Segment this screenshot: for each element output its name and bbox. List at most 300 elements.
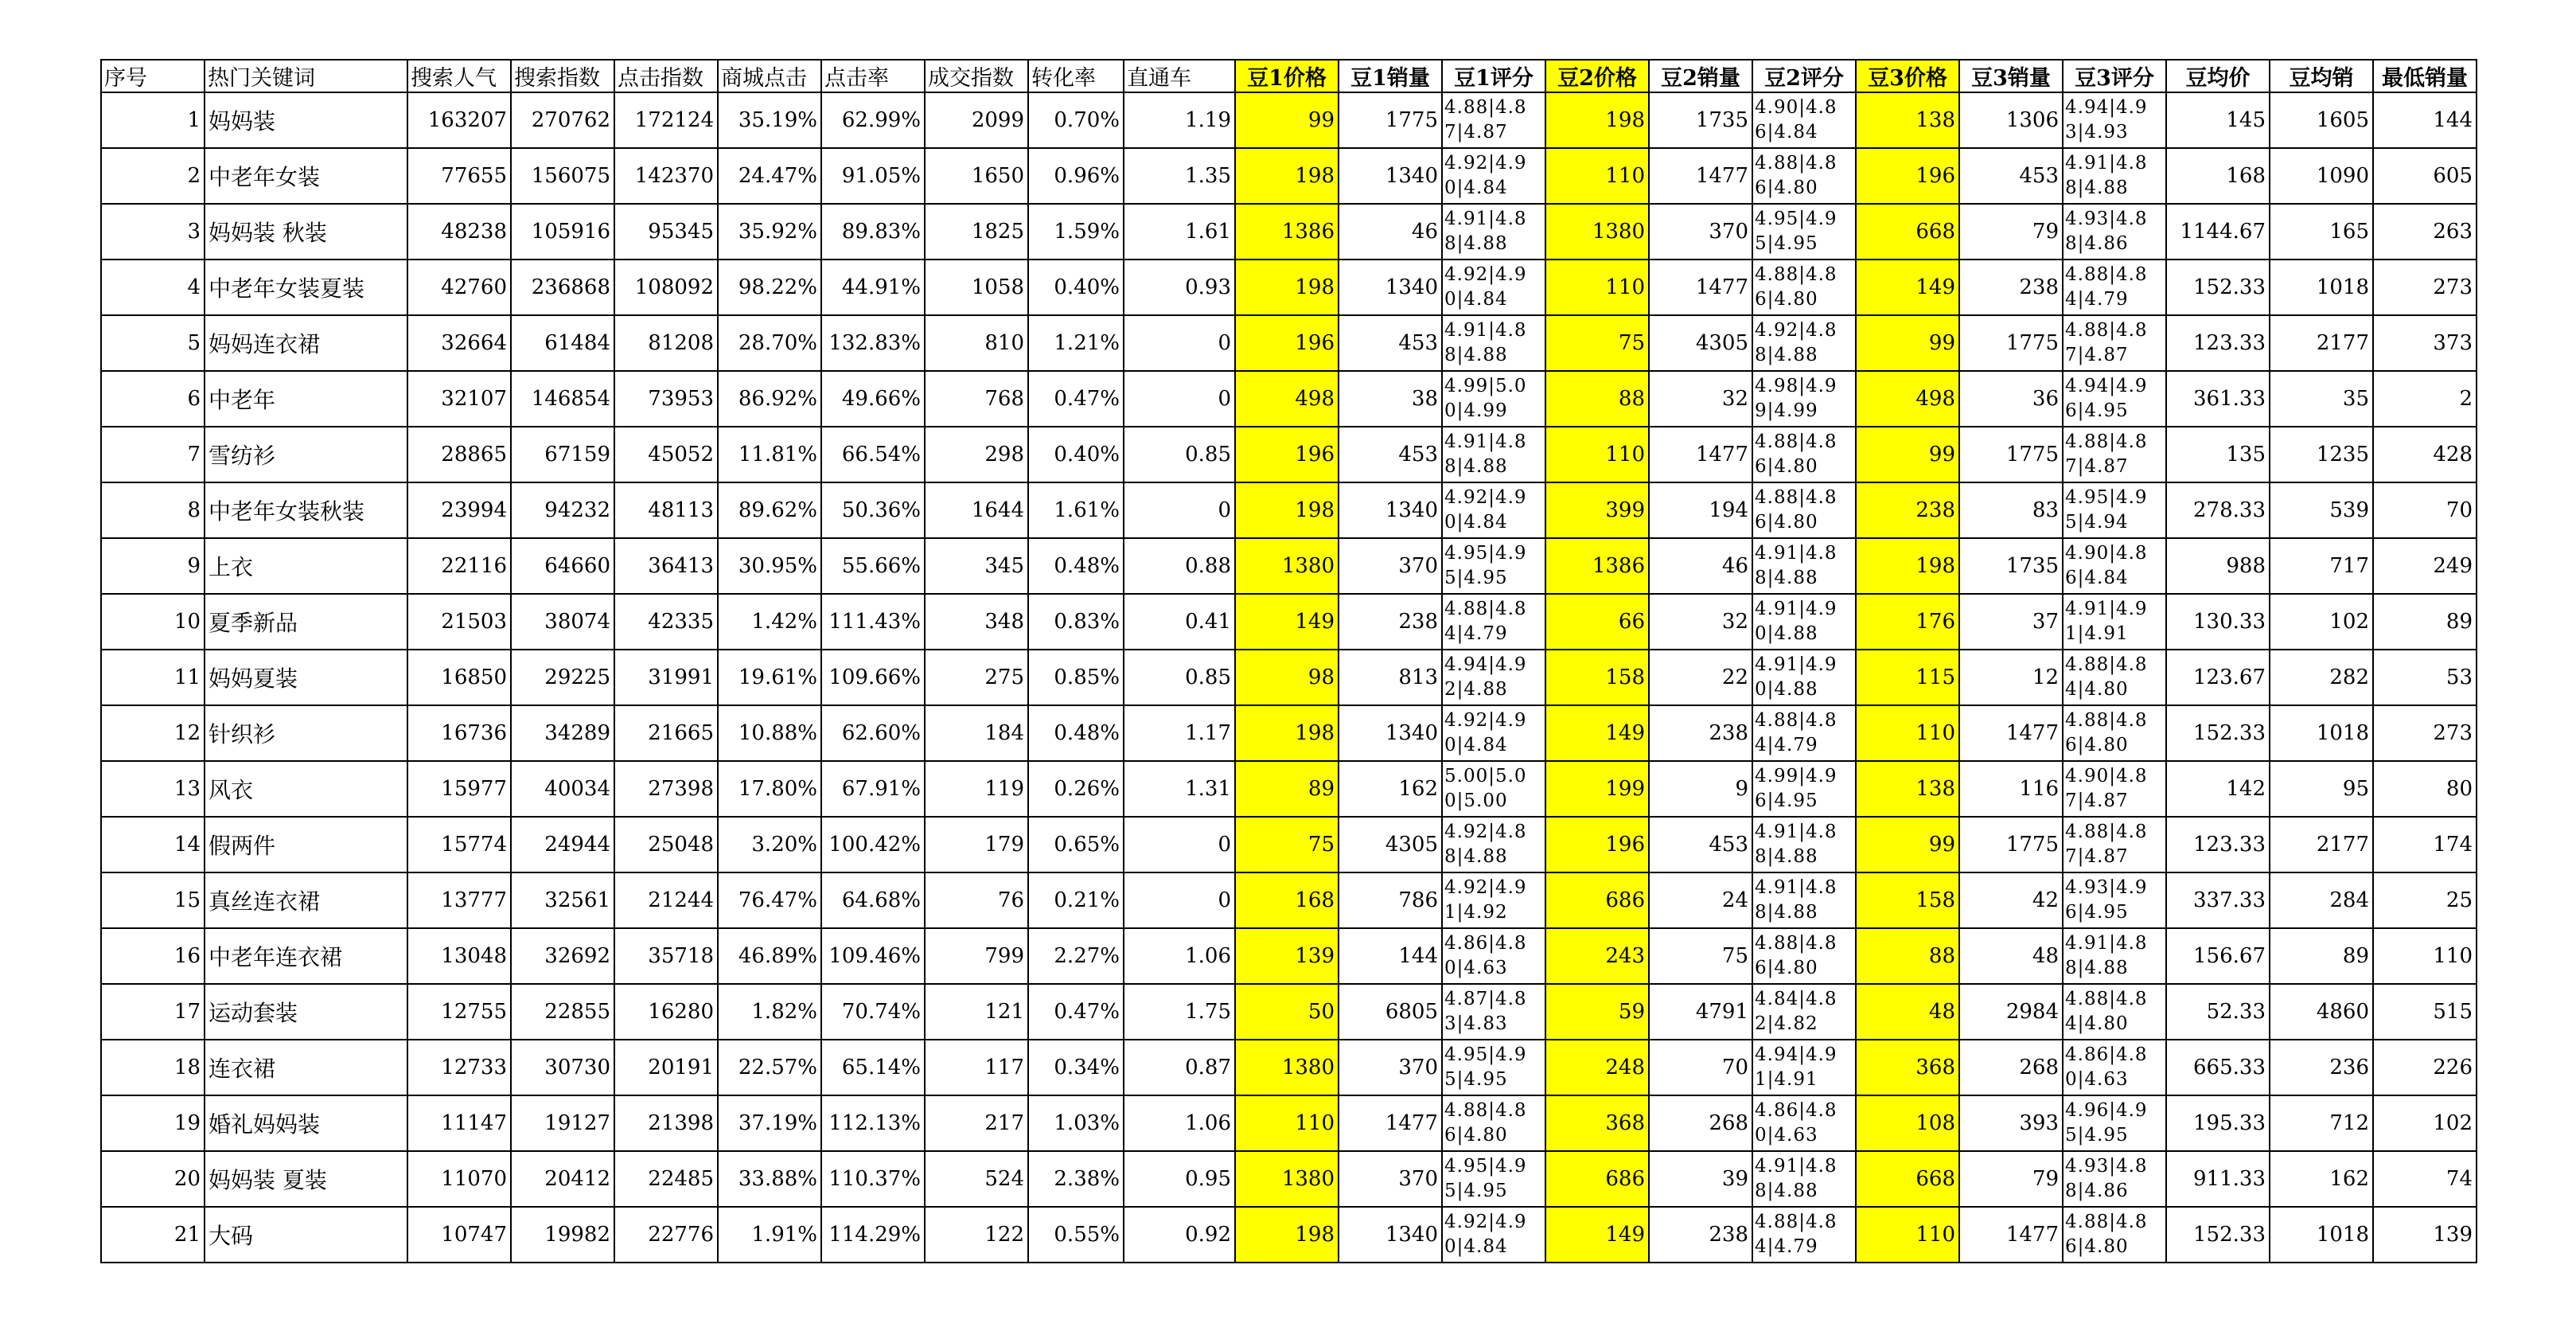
item3-rating-cell: 4.93|4.9 6|4.95: [2063, 872, 2166, 928]
ztc-cell: 1.17: [1124, 705, 1235, 761]
item3-sales-cell: 12: [1959, 650, 2063, 705]
min-sales-cell: 70: [2373, 482, 2477, 538]
header-deal-index: 成交指数: [925, 60, 1028, 92]
table-row: [101, 260, 2477, 315]
ztc-cell: 0.95: [1124, 1151, 1235, 1207]
item3-price-cell: 238: [1856, 482, 1959, 538]
search-index-cell: 32692: [511, 928, 614, 984]
conversion-rate-cell: 1.03%: [1028, 1095, 1124, 1151]
item1-price-cell: 1380: [1235, 538, 1339, 594]
item1-sales-cell: 46: [1339, 204, 1442, 260]
click-rate-cell: 112.13%: [821, 1095, 925, 1151]
item2-rating-cell: 4.91|4.9 0|4.88: [1752, 594, 1856, 650]
table-row: [101, 761, 2477, 817]
mall-click-cell: 17.80%: [718, 761, 821, 817]
avg-price-cell: 665.33: [2166, 1040, 2270, 1095]
keyword-cell: 针织衫: [205, 705, 407, 761]
item1-price-cell: 198: [1235, 148, 1339, 204]
deal-index-cell: 768: [925, 371, 1028, 427]
item3-sales-cell: 1775: [1959, 315, 2063, 371]
item2-price-cell: 75: [1545, 315, 1649, 371]
item2-price-cell: 243: [1545, 928, 1649, 984]
item3-price-cell: 198: [1856, 538, 1959, 594]
min-sales-cell: 110: [2373, 928, 2477, 984]
keyword-cell: 妈妈夏装: [205, 650, 407, 705]
click-index-cell: 25048: [614, 817, 718, 872]
index-cell: 4: [101, 260, 205, 315]
item1-sales-cell: 813: [1339, 650, 1442, 705]
item3-price-cell: 668: [1856, 1151, 1959, 1207]
item1-rating-cell: 4.88|4.8 6|4.80: [1442, 1095, 1545, 1151]
mall-click-cell: 46.89%: [718, 928, 821, 984]
item1-rating-cell: 4.99|5.0 0|4.99: [1442, 371, 1545, 427]
item3-rating-cell: 4.96|4.9 5|4.95: [2063, 1095, 2166, 1151]
header-click-index: 点击指数: [614, 60, 718, 92]
min-sales-cell: 74: [2373, 1151, 2477, 1207]
item3-price-cell: 110: [1856, 1207, 1959, 1263]
item3-rating-cell: 4.88|4.8 7|4.87: [2063, 817, 2166, 872]
mall-click-cell: 22.57%: [718, 1040, 821, 1095]
item2-sales-cell: 238: [1649, 705, 1752, 761]
keyword-cell: 婚礼妈妈装: [205, 1095, 407, 1151]
index-cell: 20: [101, 1151, 205, 1207]
item3-sales-cell: 1477: [1959, 705, 2063, 761]
item1-price-cell: 198: [1235, 1207, 1339, 1263]
keyword-cell: 运动套装: [205, 984, 407, 1040]
ztc-cell: 0.85: [1124, 427, 1235, 482]
index-cell: 3: [101, 204, 205, 260]
item3-price-cell: 368: [1856, 1040, 1959, 1095]
deal-index-cell: 298: [925, 427, 1028, 482]
click-index-cell: 95345: [614, 204, 718, 260]
item2-price-cell: 158: [1545, 650, 1649, 705]
click-index-cell: 81208: [614, 315, 718, 371]
search-popularity-cell: 12733: [407, 1040, 511, 1095]
avg-sales-cell: 712: [2270, 1095, 2373, 1151]
search-index-cell: 40034: [511, 761, 614, 817]
avg-price-cell: 130.33: [2166, 594, 2270, 650]
search-index-cell: 22855: [511, 984, 614, 1040]
min-sales-cell: 89: [2373, 594, 2477, 650]
item2-rating-cell: 4.95|4.9 5|4.95: [1752, 204, 1856, 260]
avg-sales-cell: 1235: [2270, 427, 2373, 482]
search-popularity-cell: 32107: [407, 371, 511, 427]
click-rate-cell: 114.29%: [821, 1207, 925, 1263]
conversion-rate-cell: 0.48%: [1028, 705, 1124, 761]
search-popularity-cell: 48238: [407, 204, 511, 260]
item1-price-cell: 498: [1235, 371, 1339, 427]
item1-sales-cell: 1340: [1339, 260, 1442, 315]
item1-price-cell: 196: [1235, 427, 1339, 482]
item3-sales-cell: 1735: [1959, 538, 2063, 594]
avg-sales-cell: 1605: [2270, 92, 2373, 148]
index-cell: 17: [101, 984, 205, 1040]
item1-price-cell: 1386: [1235, 204, 1339, 260]
click-index-cell: 27398: [614, 761, 718, 817]
item1-rating-cell: 4.92|4.9 0|4.84: [1442, 482, 1545, 538]
avg-sales-cell: 2177: [2270, 315, 2373, 371]
ztc-cell: 0.85: [1124, 650, 1235, 705]
min-sales-cell: 25: [2373, 872, 2477, 928]
keyword-cell: 妈妈连衣裙: [205, 315, 407, 371]
item3-rating-cell: 4.95|4.9 5|4.94: [2063, 482, 2166, 538]
item3-sales-cell: 36: [1959, 371, 2063, 427]
header-item3-rating: 豆3评分: [2063, 60, 2166, 92]
search-index-cell: 19982: [511, 1207, 614, 1263]
search-popularity-cell: 23994: [407, 482, 511, 538]
item3-rating-cell: 4.88|4.8 4|4.79: [2063, 260, 2166, 315]
min-sales-cell: 144: [2373, 92, 2477, 148]
header-item1-rating: 豆1评分: [1442, 60, 1545, 92]
item1-rating-cell: 4.94|4.9 2|4.88: [1442, 650, 1545, 705]
item1-sales-cell: 238: [1339, 594, 1442, 650]
item2-sales-cell: 32: [1649, 594, 1752, 650]
avg-price-cell: 195.33: [2166, 1095, 2270, 1151]
keyword-cell: 妈妈装: [205, 92, 407, 148]
item2-rating-cell: 4.88|4.8 6|4.80: [1752, 482, 1856, 538]
avg-price-cell: 135: [2166, 427, 2270, 482]
click-rate-cell: 67.91%: [821, 761, 925, 817]
mall-click-cell: 10.88%: [718, 705, 821, 761]
table-row: [101, 650, 2477, 705]
item3-price-cell: 99: [1856, 817, 1959, 872]
deal-index-cell: 76: [925, 872, 1028, 928]
table-row: [101, 1040, 2477, 1095]
min-sales-cell: 273: [2373, 260, 2477, 315]
avg-sales-cell: 539: [2270, 482, 2373, 538]
deal-index-cell: 122: [925, 1207, 1028, 1263]
item1-rating-cell: 4.88|4.8 4|4.79: [1442, 594, 1545, 650]
item3-price-cell: 138: [1856, 92, 1959, 148]
table-row: [101, 872, 2477, 928]
item2-sales-cell: 39: [1649, 1151, 1752, 1207]
item2-price-cell: 88: [1545, 371, 1649, 427]
item1-sales-cell: 1477: [1339, 1095, 1442, 1151]
avg-sales-cell: 717: [2270, 538, 2373, 594]
item1-sales-cell: 144: [1339, 928, 1442, 984]
item3-price-cell: 176: [1856, 594, 1959, 650]
mall-click-cell: 1.42%: [718, 594, 821, 650]
deal-index-cell: 184: [925, 705, 1028, 761]
item2-price-cell: 110: [1545, 148, 1649, 204]
item2-sales-cell: 9: [1649, 761, 1752, 817]
item1-rating-cell: 4.88|4.8 7|4.87: [1442, 92, 1545, 148]
index-cell: 7: [101, 427, 205, 482]
item1-price-cell: 50: [1235, 984, 1339, 1040]
item3-price-cell: 149: [1856, 260, 1959, 315]
ztc-cell: 1.06: [1124, 1095, 1235, 1151]
ztc-cell: 1.61: [1124, 204, 1235, 260]
search-index-cell: 146854: [511, 371, 614, 427]
header-avg-price: 豆均价: [2166, 60, 2270, 92]
item3-rating-cell: 4.93|4.8 8|4.86: [2063, 204, 2166, 260]
click-index-cell: 36413: [614, 538, 718, 594]
item2-sales-cell: 70: [1649, 1040, 1752, 1095]
item3-price-cell: 158: [1856, 872, 1959, 928]
click-rate-cell: 109.46%: [821, 928, 925, 984]
conversion-rate-cell: 0.34%: [1028, 1040, 1124, 1095]
search-popularity-cell: 11147: [407, 1095, 511, 1151]
click-index-cell: 48113: [614, 482, 718, 538]
index-cell: 11: [101, 650, 205, 705]
item3-price-cell: 108: [1856, 1095, 1959, 1151]
item3-sales-cell: 453: [1959, 148, 2063, 204]
item1-rating-cell: 4.86|4.8 0|4.63: [1442, 928, 1545, 984]
search-index-cell: 34289: [511, 705, 614, 761]
min-sales-cell: 174: [2373, 817, 2477, 872]
item3-price-cell: 668: [1856, 204, 1959, 260]
table-row: [101, 984, 2477, 1040]
click-index-cell: 22485: [614, 1151, 718, 1207]
ztc-cell: 0.92: [1124, 1207, 1235, 1263]
table-row: [101, 1151, 2477, 1207]
item2-price-cell: 248: [1545, 1040, 1649, 1095]
keyword-cell: 中老年女装夏装: [205, 260, 407, 315]
keyword-cell: 上衣: [205, 538, 407, 594]
mall-click-cell: 86.92%: [718, 371, 821, 427]
item2-sales-cell: 46: [1649, 538, 1752, 594]
item2-sales-cell: 194: [1649, 482, 1752, 538]
item1-price-cell: 139: [1235, 928, 1339, 984]
avg-price-cell: 337.33: [2166, 872, 2270, 928]
click-rate-cell: 49.66%: [821, 371, 925, 427]
conversion-rate-cell: 0.70%: [1028, 92, 1124, 148]
index-cell: 1: [101, 92, 205, 148]
ztc-cell: 1.31: [1124, 761, 1235, 817]
conversion-rate-cell: 1.61%: [1028, 482, 1124, 538]
ztc-cell: 0: [1124, 872, 1235, 928]
index-cell: 6: [101, 371, 205, 427]
item1-sales-cell: 370: [1339, 1151, 1442, 1207]
min-sales-cell: 605: [2373, 148, 2477, 204]
item2-price-cell: 149: [1545, 705, 1649, 761]
item1-price-cell: 196: [1235, 315, 1339, 371]
click-rate-cell: 110.37%: [821, 1151, 925, 1207]
avg-sales-cell: 1018: [2270, 1207, 2373, 1263]
min-sales-cell: 373: [2373, 315, 2477, 371]
mall-click-cell: 76.47%: [718, 872, 821, 928]
click-index-cell: 172124: [614, 92, 718, 148]
item2-rating-cell: 4.88|4.8 4|4.79: [1752, 705, 1856, 761]
item3-sales-cell: 393: [1959, 1095, 2063, 1151]
search-popularity-cell: 11070: [407, 1151, 511, 1207]
item2-price-cell: 110: [1545, 260, 1649, 315]
ztc-cell: 0.87: [1124, 1040, 1235, 1095]
keyword-cell: 假两件: [205, 817, 407, 872]
index-cell: 10: [101, 594, 205, 650]
item1-price-cell: 75: [1235, 817, 1339, 872]
keyword-cell: 妈妈装 秋装: [205, 204, 407, 260]
click-index-cell: 20191: [614, 1040, 718, 1095]
min-sales-cell: 2: [2373, 371, 2477, 427]
avg-sales-cell: 89: [2270, 928, 2373, 984]
mall-click-cell: 19.61%: [718, 650, 821, 705]
item3-sales-cell: 1775: [1959, 427, 2063, 482]
item2-sales-cell: 268: [1649, 1095, 1752, 1151]
deal-index-cell: 1650: [925, 148, 1028, 204]
table-row: [101, 594, 2477, 650]
min-sales-cell: 80: [2373, 761, 2477, 817]
item2-rating-cell: 4.91|4.8 8|4.88: [1752, 538, 1856, 594]
item2-rating-cell: 4.94|4.9 1|4.91: [1752, 1040, 1856, 1095]
item3-price-cell: 99: [1856, 315, 1959, 371]
search-popularity-cell: 32664: [407, 315, 511, 371]
item1-price-cell: 89: [1235, 761, 1339, 817]
ztc-cell: 1.75: [1124, 984, 1235, 1040]
item2-sales-cell: 1477: [1649, 427, 1752, 482]
item2-rating-cell: 4.88|4.8 6|4.80: [1752, 148, 1856, 204]
item1-price-cell: 1380: [1235, 1040, 1339, 1095]
search-popularity-cell: 12755: [407, 984, 511, 1040]
item3-rating-cell: 4.91|4.9 1|4.91: [2063, 594, 2166, 650]
avg-price-cell: 152.33: [2166, 260, 2270, 315]
item2-rating-cell: 4.91|4.9 0|4.88: [1752, 650, 1856, 705]
min-sales-cell: 263: [2373, 204, 2477, 260]
conversion-rate-cell: 0.47%: [1028, 984, 1124, 1040]
index-cell: 21: [101, 1207, 205, 1263]
conversion-rate-cell: 0.40%: [1028, 427, 1124, 482]
item1-price-cell: 110: [1235, 1095, 1339, 1151]
header-item2-rating: 豆2评分: [1752, 60, 1856, 92]
item3-price-cell: 498: [1856, 371, 1959, 427]
avg-sales-cell: 236: [2270, 1040, 2373, 1095]
click-rate-cell: 66.54%: [821, 427, 925, 482]
conversion-rate-cell: 0.48%: [1028, 538, 1124, 594]
deal-index-cell: 524: [925, 1151, 1028, 1207]
item3-rating-cell: 4.94|4.9 6|4.95: [2063, 371, 2166, 427]
item1-rating-cell: 4.91|4.8 8|4.88: [1442, 204, 1545, 260]
click-index-cell: 35718: [614, 928, 718, 984]
item1-rating-cell: 4.91|4.8 8|4.88: [1442, 315, 1545, 371]
avg-price-cell: 1144.67: [2166, 204, 2270, 260]
deal-index-cell: 121: [925, 984, 1028, 1040]
avg-sales-cell: 95: [2270, 761, 2373, 817]
item3-sales-cell: 116: [1959, 761, 2063, 817]
min-sales-cell: 273: [2373, 705, 2477, 761]
conversion-rate-cell: 0.21%: [1028, 872, 1124, 928]
conversion-rate-cell: 0.40%: [1028, 260, 1124, 315]
search-index-cell: 61484: [511, 315, 614, 371]
item1-price-cell: 198: [1235, 260, 1339, 315]
min-sales-cell: 139: [2373, 1207, 2477, 1263]
item3-sales-cell: 42: [1959, 872, 2063, 928]
search-popularity-cell: 28865: [407, 427, 511, 482]
index-cell: 18: [101, 1040, 205, 1095]
item2-sales-cell: 453: [1649, 817, 1752, 872]
item1-rating-cell: 4.91|4.8 8|4.88: [1442, 427, 1545, 482]
item3-rating-cell: 4.93|4.8 8|4.86: [2063, 1151, 2166, 1207]
item3-sales-cell: 79: [1959, 1151, 2063, 1207]
search-index-cell: 67159: [511, 427, 614, 482]
mall-click-cell: 1.91%: [718, 1207, 821, 1263]
min-sales-cell: 226: [2373, 1040, 2477, 1095]
item2-sales-cell: 32: [1649, 371, 1752, 427]
item3-price-cell: 115: [1856, 650, 1959, 705]
item3-rating-cell: 4.88|4.8 6|4.80: [2063, 1207, 2166, 1263]
avg-price-cell: 52.33: [2166, 984, 2270, 1040]
item3-rating-cell: 4.91|4.8 8|4.88: [2063, 148, 2166, 204]
mall-click-cell: 98.22%: [718, 260, 821, 315]
avg-price-cell: 361.33: [2166, 371, 2270, 427]
item3-sales-cell: 1477: [1959, 1207, 2063, 1263]
conversion-rate-cell: 0.83%: [1028, 594, 1124, 650]
search-popularity-cell: 16850: [407, 650, 511, 705]
conversion-rate-cell: 1.21%: [1028, 315, 1124, 371]
item1-sales-cell: 162: [1339, 761, 1442, 817]
item1-sales-cell: 1340: [1339, 482, 1442, 538]
search-index-cell: 20412: [511, 1151, 614, 1207]
avg-sales-cell: 35: [2270, 371, 2373, 427]
search-index-cell: 29225: [511, 650, 614, 705]
item3-rating-cell: 4.90|4.8 6|4.84: [2063, 538, 2166, 594]
item3-rating-cell: 4.86|4.8 0|4.63: [2063, 1040, 2166, 1095]
search-popularity-cell: 15977: [407, 761, 511, 817]
search-index-cell: 32561: [511, 872, 614, 928]
item3-sales-cell: 48: [1959, 928, 2063, 984]
deal-index-cell: 119: [925, 761, 1028, 817]
header-ztc: 直通车: [1124, 60, 1235, 92]
conversion-rate-cell: 0.47%: [1028, 371, 1124, 427]
item3-price-cell: 99: [1856, 427, 1959, 482]
table-row: [101, 371, 2477, 427]
click-rate-cell: 64.68%: [821, 872, 925, 928]
search-popularity-cell: 16736: [407, 705, 511, 761]
table-row: [101, 1207, 2477, 1263]
keyword-cell: 大码: [205, 1207, 407, 1263]
deal-index-cell: 345: [925, 538, 1028, 594]
ztc-cell: 0.93: [1124, 260, 1235, 315]
item3-sales-cell: 238: [1959, 260, 2063, 315]
item1-price-cell: 1380: [1235, 1151, 1339, 1207]
item1-sales-cell: 1340: [1339, 1207, 1442, 1263]
item1-rating-cell: 4.95|4.9 5|4.95: [1442, 1040, 1545, 1095]
item2-rating-cell: 4.99|4.9 6|4.95: [1752, 761, 1856, 817]
conversion-rate-cell: 0.85%: [1028, 650, 1124, 705]
keyword-cell: 夏季新品: [205, 594, 407, 650]
conversion-rate-cell: 0.26%: [1028, 761, 1124, 817]
deal-index-cell: 1058: [925, 260, 1028, 315]
ztc-cell: 0: [1124, 315, 1235, 371]
item2-sales-cell: 370: [1649, 204, 1752, 260]
table-row: [101, 482, 2477, 538]
header-item2-price: 豆2价格: [1545, 60, 1649, 92]
avg-price-cell: 168: [2166, 148, 2270, 204]
item1-sales-cell: 370: [1339, 538, 1442, 594]
search-index-cell: 236868: [511, 260, 614, 315]
avg-sales-cell: 1090: [2270, 148, 2373, 204]
item1-price-cell: 149: [1235, 594, 1339, 650]
avg-price-cell: 123.33: [2166, 315, 2270, 371]
mall-click-cell: 89.62%: [718, 482, 821, 538]
keyword-cell: 风衣: [205, 761, 407, 817]
item3-sales-cell: 1306: [1959, 92, 2063, 148]
mall-click-cell: 35.92%: [718, 204, 821, 260]
ztc-cell: 0: [1124, 817, 1235, 872]
deal-index-cell: 275: [925, 650, 1028, 705]
header-search-index: 搜索指数: [511, 60, 614, 92]
mall-click-cell: 30.95%: [718, 538, 821, 594]
item2-price-cell: 149: [1545, 1207, 1649, 1263]
click-rate-cell: 44.91%: [821, 260, 925, 315]
keyword-cell: 雪纺衫: [205, 427, 407, 482]
item1-price-cell: 198: [1235, 705, 1339, 761]
item1-price-cell: 198: [1235, 482, 1339, 538]
min-sales-cell: 428: [2373, 427, 2477, 482]
header-item3-price: 豆3价格: [1856, 60, 1959, 92]
ztc-cell: 0: [1124, 371, 1235, 427]
header-keyword: 热门关键词: [205, 60, 407, 92]
deal-index-cell: 1644: [925, 482, 1028, 538]
